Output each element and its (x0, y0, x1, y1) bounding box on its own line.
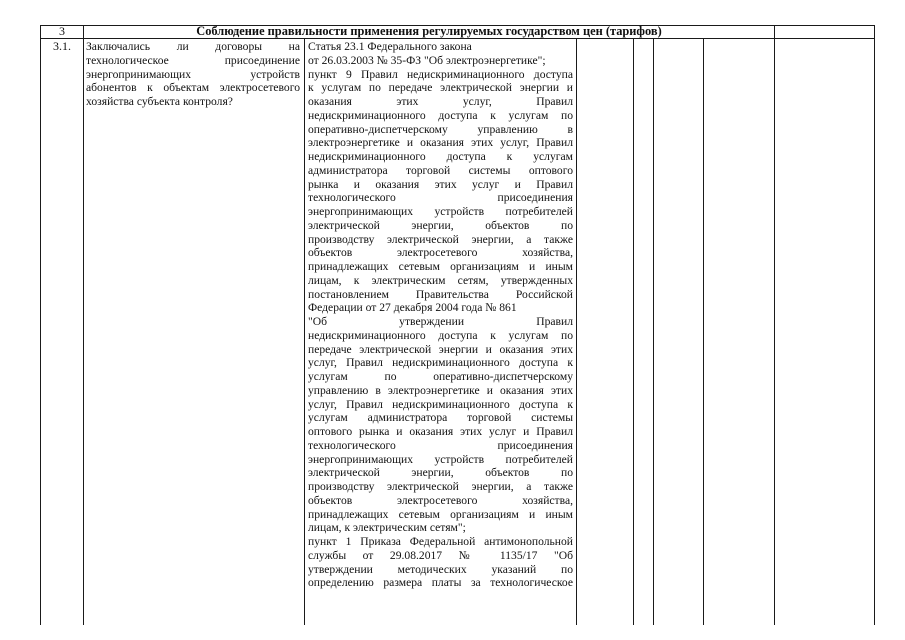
legal-basis-line: оказания этих услуг, Правил (308, 95, 573, 108)
legal-basis-line: пункт 9 Правил недискриминационного доступа (308, 67, 573, 81)
header-bottom-border (40, 38, 875, 39)
legal-basis-line: недискриминационного доступа к услугам по (308, 328, 573, 342)
document-table (40, 25, 875, 625)
table-right-border (874, 25, 875, 625)
legal-basis-line: объектов электросетевого хозяйства, (308, 246, 573, 260)
row-number: 3.1. (53, 39, 71, 53)
col-divider-7 (774, 25, 775, 625)
legal-basis-line: электрической энергии, объектов по (308, 466, 573, 480)
col-divider-legal-basis (576, 38, 577, 625)
legal-basis-line: от 26.03.2003 № 35-ФЗ "Об электроэнергетике"; (308, 53, 546, 67)
legal-basis-line: лицам, к электрическим сетям"; (308, 521, 466, 535)
legal-basis-line: услугам администратора торговой системы (308, 411, 573, 425)
section-title: Соблюдение правильности применения регулируемых государством цен (тарифов) (196, 24, 662, 38)
legal-basis-line: к услугам по передаче электрической энергии и (308, 81, 573, 95)
col-divider-5 (653, 38, 654, 625)
legal-basis-line: недискриминационного доступа к услугам по (308, 108, 573, 122)
legal-basis-line: Федерации от 27 декабря 2004 года № 861 (308, 301, 517, 315)
legal-basis-line: утверждении методических указаний по (308, 562, 573, 576)
question-line: энергопринимающих устройств (86, 67, 300, 81)
legal-basis-line: электрической энергии, объектов по (308, 218, 573, 232)
legal-basis-line: принадлежащих сетевым организациям и иным (308, 260, 573, 273)
legal-basis-line: оптового рынка и оказания этих услуг и Правил (308, 425, 573, 438)
legal-basis-line: управлению в электроэнергетике и оказания этих (308, 383, 573, 397)
legal-basis-line: технологического присоединения (308, 438, 573, 452)
legal-basis-line: передаче электрической энергии и оказания этих (308, 342, 573, 356)
legal-basis-line: оперативно-диспетчерскому управлению в (308, 122, 573, 136)
legal-basis-line: определению размера платы за технологическое (308, 576, 573, 590)
legal-basis-line: пункт 1 Приказа Федеральной антимонопольной (308, 535, 573, 548)
legal-basis-line: Статья 23.1 Федерального закона (308, 40, 472, 53)
legal-basis-line: службы от 29.08.2017 № 1135/17 "Об (308, 548, 573, 562)
legal-basis-line: рынка и оказания этих услуг и Правил (308, 177, 573, 191)
legal-basis-line: электроэнергетике и оказания этих услуг, Правил (308, 136, 573, 150)
legal-basis-line: услуг, Правил недискриминационного доступа к (308, 356, 573, 370)
legal-basis-line: объектов электросетевого хозяйства, (308, 493, 573, 507)
legal-basis-line: услуг, Правил недискриминационного доступа к (308, 397, 573, 411)
question-line: технологическое присоединение (86, 53, 300, 67)
legal-basis-line: энергопринимающих устройств потребителей (308, 452, 573, 466)
question-line: Заключались ли договоры на (86, 40, 300, 53)
legal-basis-line: лицам, к электрическим сетям, утвержденных (308, 273, 573, 287)
legal-basis-line: принадлежащих сетевым организациям и иным (308, 507, 573, 521)
question-line: абонентов к объектам электросетевого (86, 81, 300, 95)
question-cell (86, 40, 300, 109)
legal-basis-line: постановлением Правительства Российской (308, 287, 573, 301)
legal-basis-line: технологического присоединения (308, 191, 573, 205)
question-line: хозяйства субъекта контроля? (86, 95, 233, 108)
legal-basis-cell (308, 40, 573, 590)
section-number: 3 (59, 24, 65, 38)
legal-basis-line: услугам по оперативно-диспетчерскому (308, 370, 573, 383)
legal-basis-line: "Об утверждении Правил (308, 315, 573, 328)
col-divider-4 (633, 38, 634, 625)
legal-basis-line: производству электрической энергии, а также (308, 232, 573, 246)
col-divider-question (304, 38, 305, 625)
col-divider-6 (703, 38, 704, 625)
table-left-border (40, 25, 41, 625)
col-divider-number (83, 25, 84, 625)
legal-basis-line: администратора торговой системы оптового (308, 163, 573, 177)
legal-basis-line: недискриминационного доступа к услугам (308, 150, 573, 163)
legal-basis-line: производству электрической энергии, а также (308, 480, 573, 493)
legal-basis-line: энергопринимающих устройств потребителей (308, 205, 573, 218)
